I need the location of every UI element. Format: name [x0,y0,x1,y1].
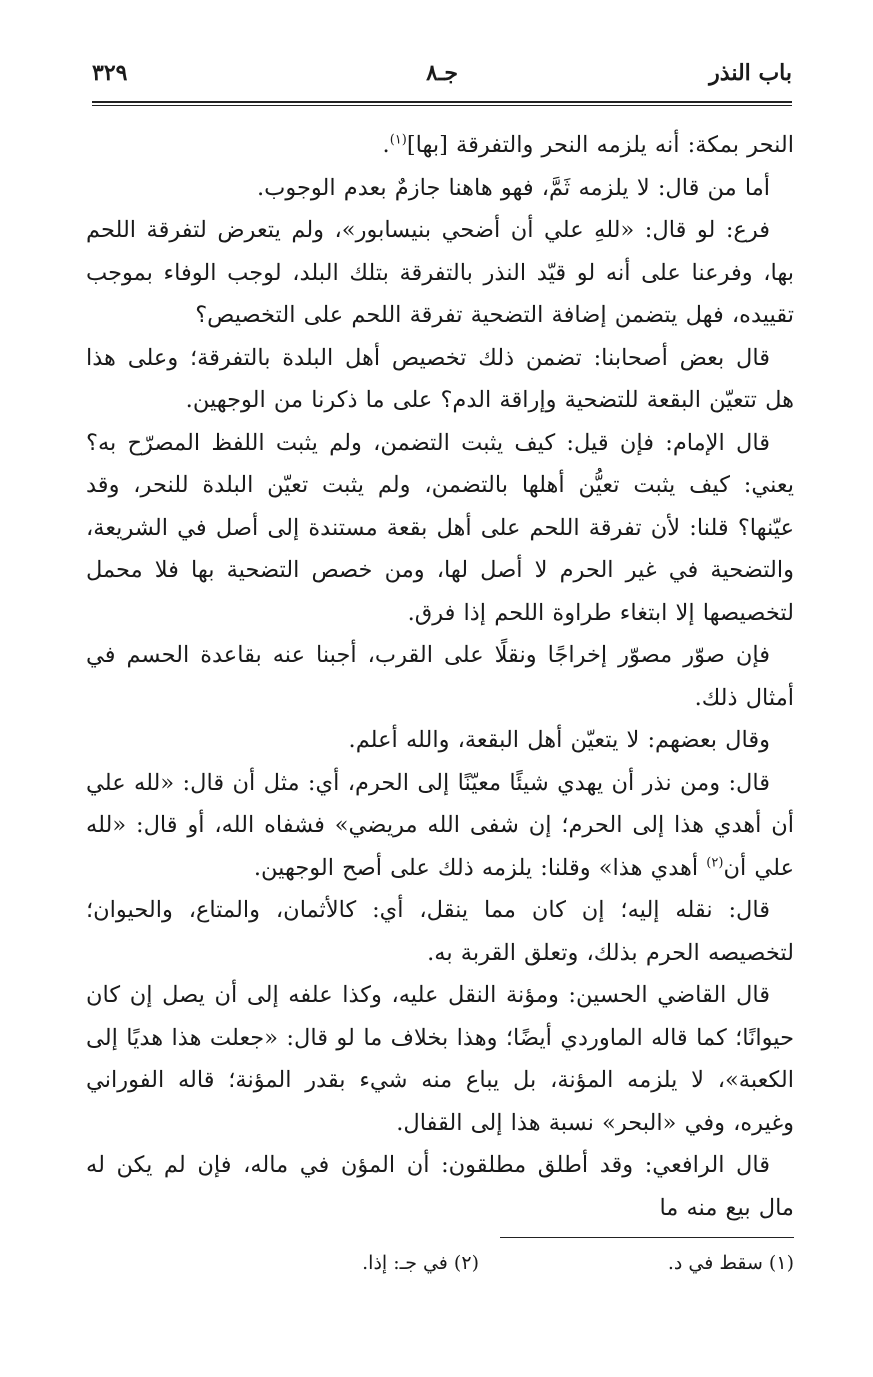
paragraph: فرع: لو قال: «للهِ علي أن أضحي بنيسابور»، ولم يتعرض لتفرقة اللحم بها، وفرعنا على أنه لو قيّد النذر بالتفرقة بتلك البلد، لوجب الوفاء بموجب تقييده، فهل يتضمن إضافة التضحية تفرقة اللحم على التخصيص؟ [86,217,794,328]
paragraph: قال بعض أصحابنا: تضمن ذلك تخصيص أهل البلدة بالتفرقة؛ وعلى هذا هل تتعيّن البقعة للتضحية وإراقة الدم؟ على ما ذكرنا من الوجهين. [86,344,794,413]
main-text [86,124,794,1229]
paragraph: قال القاضي الحسين: ومؤنة النقل عليه، وكذا علفه إلى أن يصل إن كان حيوانًا؛ كما قاله الماوردي أيضًا؛ وهذا بخلاف ما لو قال: «جعلت هذا هديًا إلى الكعبة»، لا يلزمه المؤنة، بل يباع منه شيء بقدر المؤنة؛ قاله الفوراني وغيره، وفي «البحر» نسبة هذا إلى القفال. [86,982,794,1136]
header-divider [92,101,792,103]
footnote-ref: (٢) [706,855,724,870]
running-header [92,58,792,98]
footnote-divider [500,1237,794,1238]
paragraph [86,762,794,890]
footnote: (١) سقط في د. [667,1252,794,1274]
chapter-title: باب النذر [709,60,792,86]
paragraph [86,124,794,167]
volume-label: جـ٨ [426,60,458,86]
paragraph: أما من قال: لا يلزمه ثَمَّ، فهو هاهنا جازمٌ بعدم الوجوب. [257,174,770,201]
paragraph: وقال بعضهم: لا يتعيّن أهل البقعة، والله أعلم. [348,727,770,753]
paragraph: قال الرافعي: وقد أطلق مطلقون: أن المؤن في ماله، فإن لم يكن له مال بيع منه ما [86,1152,794,1221]
footnote: (٢) في جـ: إذا. [362,1252,479,1274]
page-number: ٣٢٩ [92,60,128,86]
paragraph-text-tail: أهدي هذا» وقلنا: يلزمه ذلك على أصح الوجهين. [253,854,707,881]
paragraph-text-tail: . [382,132,390,158]
paragraph: قال الإمام: فإن قيل: كيف يثبت التضمن، ولم يثبت اللفظ المصرّح به؟ يعني: كيف يثبت تعيُّن أهلها بالتضمن، ولم يثبت تعيّن البلدة للنحر، وقد عيّنها؟ قلنا: لأن تفرقة اللحم على أهل بقعة مستندة إلى أصل في الشريعة، والتضحية في غير الحرم لا أصل لها، ومن خصص التضحية بها فلا محمل لتخصيصها إلا ابتغاء طراوة اللحم إذا فرق. [86,429,794,626]
header-divider-thin [92,105,792,106]
paragraph-text: النحر بمكة: أنه يلزمه النحر والتفرقة [بها] [406,132,794,158]
paragraph: فإن صوّر مصوّر إخراجًا ونقلًا على القرب، أجبنا عنه بقاعدة الحسم في أمثال ذلك. [86,642,794,711]
paragraph: قال: نقله إليه؛ إن كان مما ينقل، أي: كالأثمان، والمتاع، والحيوان؛ لتخصيصه الحرم بذلك، وتعلق القربة به. [86,897,794,966]
footnote-ref: (١) [389,132,407,148]
paragraph-text: قال: ومن نذر أن يهدي شيئًا معيّنًا إلى الحرم، أي: مثل أن قال: «لله علي أن أهدي هذا إلى الحرم؛ إن شفى الله مريضي» فشفاه الله، أو قال: «لله علي أن [86,769,794,881]
